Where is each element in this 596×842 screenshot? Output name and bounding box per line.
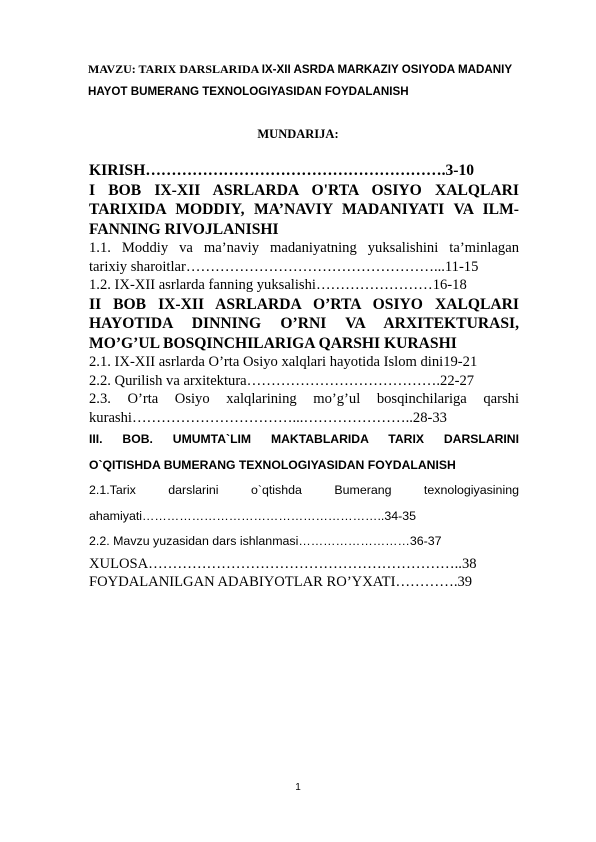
toc-introduction: KIRISH………………………………………………….3-10 <box>89 162 475 179</box>
toc-chapter-1-line-3: FANNING RIVOJLANISHI <box>89 220 279 238</box>
toc-chapter-3-line-1: III. BOB. UMUMTA`LIM MAKTABLARIDA TARIX DARSLARINI <box>89 432 519 446</box>
toc-section-2-1: 2.1. IX-XII asrlarda O’rta Osiyo xalqlari hayotida Islom dini19-21 <box>89 354 478 370</box>
topic-title <box>88 58 558 103</box>
toc-chapter-1-line-2: TARIXIDA MODDIY, MA’NAVIY MADANIYATI VA ILM- <box>89 201 519 218</box>
toc-section-2-3-line-2: kurashi……………………………...…………………..28-33 <box>89 409 447 426</box>
topic-rest-line-1: IX-XII ASRDA MARKAZIY OSIYODA MADANIY <box>261 63 513 76</box>
toc-section-3-2: 2.2. Mavzu yuzasidan dars ishlanmasi………………………36-37 <box>89 534 442 548</box>
toc-section-1-1-line-2: tarixiy sharoitlar……………………………………………...11-15 <box>89 258 479 275</box>
toc-section-1-2: 1.2. IX-XII asrlarda fanning yuksalishi……………………16-18 <box>89 277 467 293</box>
topic-line-2: HAYOT BUMERANG TEXNOLOGIYASIDAN FOYDALANISH <box>88 85 409 98</box>
toc-chapter-1-line-1: I BOB IX-XII ASRLARDA O'RTA OSIYO XALQLARI <box>89 181 519 199</box>
toc-section-3-1-line-1: 2.1.Tarix darslarini o`qtishda Bumerang texnologiyasining <box>89 483 519 497</box>
table-of-contents <box>89 161 519 592</box>
toc-chapter-3-line-2: O`QITISHDA BUMERANG TEXNOLOGIYASIDAN FOYDALANISH <box>89 457 456 472</box>
toc-chapter-2-line-3: MO’G’UL BOSQINCHILARIGA QARSHI KURASHI <box>89 334 457 352</box>
topic-line-1 <box>88 58 558 81</box>
toc-references: FOYDALANILGAN ADABIYOTLAR RO’YXATI………….39 <box>89 574 473 590</box>
toc-chapter-2-line-2: HAYOTIDA DINNING O’RNI VA ARXITEKTURASI, <box>89 315 519 332</box>
page-number: 1 <box>295 782 301 793</box>
toc-section-2-2: 2.2. Qurilish va arxitektura………………………………….22-27 <box>89 372 475 389</box>
toc-section-1-1-line-1: 1.1. Moddiy va ma’naviy madaniyatning yuksalishini ta’minlagan <box>89 240 519 256</box>
topic-prefix: MAVZU: TARIX DARSLARIDA <box>88 62 262 76</box>
toc-section-2-3-line-1: 2.3. O’rta Osiyo xalqlarining mo’g’ul bosqinchilariga qarshi <box>89 391 519 407</box>
toc-chapter-2-line-1: II BOB IX-XII ASRLARDA O’RTA OSIYO XALQLARI <box>89 295 519 313</box>
contents-heading: MUNDARIJA: <box>257 127 339 141</box>
toc-conclusion: XULOSA………………………………………………………..38 <box>89 555 477 572</box>
toc-section-3-1-line-2: ahamiyati…………………………………………………..34-35 <box>89 508 417 523</box>
